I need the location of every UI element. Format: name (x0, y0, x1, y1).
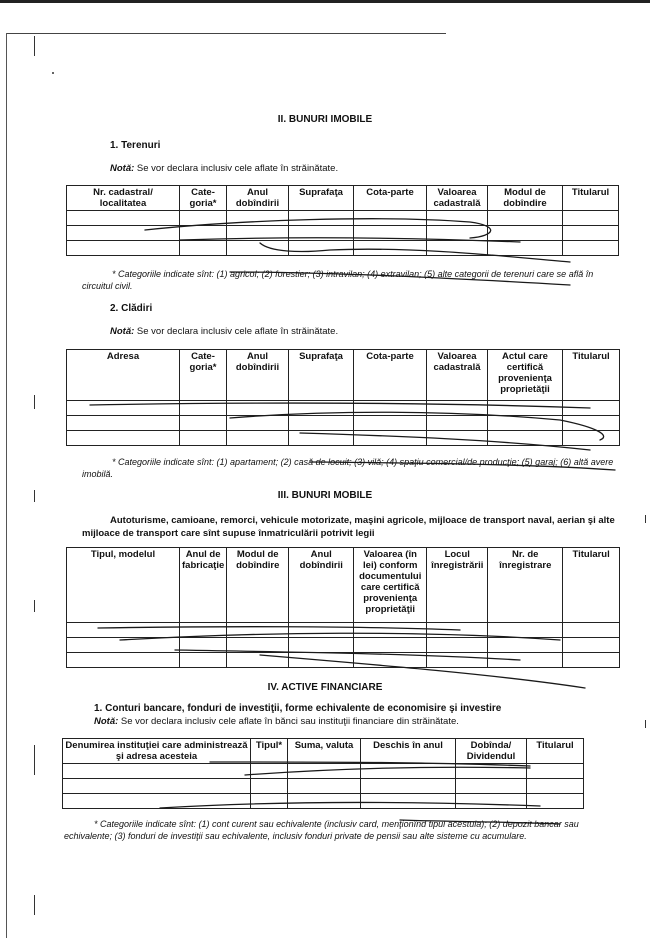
table-row (67, 623, 620, 638)
col-header: Cate- goria* (180, 350, 227, 401)
buildings-note-text: Se vor declara inclusiv cele aflate în străinătate. (134, 326, 339, 337)
margin-mark (34, 36, 35, 56)
col-header: Suprafaţa (289, 186, 354, 211)
margin-mark (34, 395, 35, 409)
table-row (63, 779, 584, 794)
vehicles-intro: Autoturisme, camioane, remorci, vehicule motorizate, maşini agricole, mijloace de transport naval, aerian şi alte mijloace de transport care sînt supuse înmatriculării potrivit legii (82, 515, 615, 539)
col-header: Suma, valuta (288, 739, 361, 764)
buildings-note-label: Notă: (110, 326, 135, 337)
land-table (66, 185, 619, 256)
table-header-row (63, 739, 584, 764)
col-header: Nr. de înregistrare (488, 548, 563, 623)
col-header: Denumirea instituţiei care administrează şi adresa acesteia (63, 739, 251, 764)
col-header: Titularul (563, 548, 620, 623)
table-header-row (67, 186, 619, 211)
col-header: Deschis în anul (361, 739, 456, 764)
margin-mark (34, 745, 35, 775)
col-header: Tipul* (251, 739, 288, 764)
section-title-movable: III. BUNURI MOBILE (277, 490, 373, 501)
col-header: Valoarea cadastrală (427, 186, 488, 211)
col-header: Modul de dobîndire (227, 548, 289, 623)
land-note (110, 163, 338, 174)
margin-mark (645, 720, 646, 728)
accounts-note-text: Se vor declara inclusiv cele aflate în bănci sau instituţii financiare din străinătate. (118, 716, 459, 727)
table-header-row (67, 548, 620, 623)
col-header: Titularul (563, 186, 619, 211)
table-row (67, 416, 620, 431)
col-header: Cota-parte (354, 186, 427, 211)
col-header: Suprafaţa (289, 350, 354, 401)
buildings-title: 2. Clădiri (110, 303, 153, 314)
col-header: Locul înregistrării (427, 548, 488, 623)
margin-mark (645, 515, 646, 523)
col-header: Modul de dobîndire (488, 186, 563, 211)
col-header: Valoarea (în lei) conform documentului care certifică provenienţa proprietăţii (354, 548, 427, 623)
accounts-title: 1. Conturi bancare, fonduri de investiţii, forme echivalente de economisire şi investire (94, 703, 502, 714)
table-row (67, 211, 619, 226)
buildings-note (110, 326, 338, 337)
land-title: 1. Terenuri (110, 140, 161, 151)
margin-dot (52, 72, 54, 74)
scan-top-border (0, 0, 650, 3)
land-note-text: Se vor declara inclusiv cele aflate în străinătate. (134, 163, 339, 174)
col-header: Anul dobîndirii (227, 350, 289, 401)
margin-mark (34, 600, 35, 612)
accounts-footnote: * Categoriile indicate sînt: (1) cont curent sau echivalente (inclusiv card, menţionînd tipul acestuia); (2) depozit bancar sau echivalente; (3) fonduri de investiţii sau echivalente, inclusiv fonduri private de pensii sau alte sisteme cu acumulare. (64, 819, 579, 841)
section-title-financial: IV. ACTIVE FINANCIARE (267, 682, 383, 693)
accounts-table (62, 738, 584, 809)
buildings-footnote: * Categoriile indicate sînt: (1) apartament; (2) casă de locuit; (3) vilă; (4) spaţiu comercial/de producţie; (5) garaj; (6) altă avere imobilă. (82, 457, 614, 479)
table-row (67, 638, 620, 653)
col-header: Dobînda/ Dividendul (456, 739, 527, 764)
accounts-note-label: Notă: (94, 716, 119, 727)
table-row (67, 241, 619, 256)
page-frame-left (6, 33, 7, 938)
table-row (67, 653, 620, 668)
section-title-immovable: II. BUNURI IMOBILE (277, 114, 373, 125)
accounts-note (94, 716, 459, 727)
col-header: Anul de fabricaţie (180, 548, 227, 623)
vehicles-table (66, 547, 620, 668)
col-header: Anul dobîndirii (227, 186, 289, 211)
table-header-row (67, 350, 620, 401)
col-header: Valoarea cadastrală (427, 350, 488, 401)
table-row (67, 401, 620, 416)
col-header: Cate- goria* (180, 186, 227, 211)
col-header: Actul care certifică provenienţa proprietăţii (488, 350, 563, 401)
col-header: Adresa (67, 350, 180, 401)
col-header: Cota-parte (354, 350, 427, 401)
col-header: Anul dobîndirii (289, 548, 354, 623)
table-row (63, 794, 584, 809)
land-footnote: * Categoriile indicate sînt: (1) agricol; (2) forestier; (3) intravilan; (4) extravilan; (5) alte categorii de terenuri care se află în circuitul civil. (82, 269, 594, 291)
col-header: Nr. cadastral/ localitatea (67, 186, 180, 211)
col-header: Titularul (563, 350, 620, 401)
margin-mark (34, 895, 35, 915)
table-row (67, 226, 619, 241)
buildings-table (66, 349, 620, 446)
table-row (63, 764, 584, 779)
col-header: Tipul, modelul (67, 548, 180, 623)
col-header: Titularul (527, 739, 584, 764)
table-row (67, 431, 620, 446)
page-frame-top (6, 33, 446, 34)
land-note-label: Notă: (110, 163, 135, 174)
